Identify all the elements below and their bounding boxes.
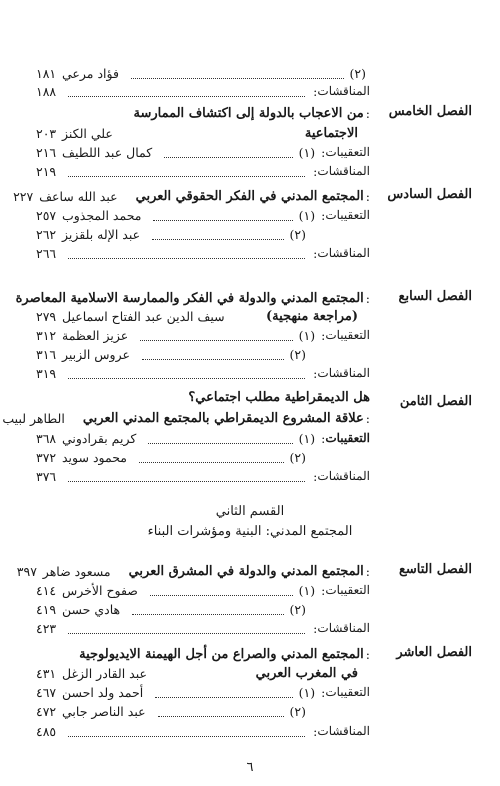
- toc-line: المناقشات : ١٨٨: [36, 83, 370, 99]
- chapter-title: المجتمع المدني في الفكر الحقوقي العربي: [135, 188, 364, 204]
- chapter-title-cont: علاقة المشروع الديمقراطي بالمجتمع المدني العربي: [82, 410, 364, 426]
- toc-line: التعقيبات : (١) عزيز العظمة ٣١٢: [36, 327, 370, 343]
- chapter-label: الفصل العاشر: [396, 645, 472, 660]
- page-ref: ٤١٩: [36, 601, 57, 617]
- responses-label: التعقيبات: [325, 685, 370, 699]
- page-ref: ٢٠٣: [36, 125, 57, 141]
- author-name: مسعود ضاهر: [42, 563, 111, 579]
- page-ref: ٤١٤: [36, 582, 57, 598]
- response-number: (١): [298, 327, 316, 343]
- author-name: عروس الزبير: [62, 346, 130, 362]
- chapter-title-cont: في المغرب العربي: [255, 665, 358, 681]
- page-ref: ٣٩٧: [16, 563, 37, 579]
- page-ref: ٢٦٢: [36, 226, 57, 242]
- leader-dots: [142, 349, 284, 360]
- toc-line: المناقشات : ٢١٩: [36, 163, 370, 179]
- author-name: أحمد ولد احسن: [62, 684, 144, 700]
- response-number: (١): [298, 430, 316, 446]
- toc-line: [36, 388, 370, 406]
- page-ref: ٣١٢: [36, 327, 57, 343]
- author-name: علي الكنز: [62, 125, 113, 141]
- author-name: عبد الله ساعف: [39, 188, 118, 204]
- toc-line: المناقشات : ٣١٩: [36, 365, 370, 381]
- response-number: (١): [298, 684, 316, 700]
- discussions-label: المناقشات: [317, 164, 370, 178]
- toc-line: التعقيبات : (١) محمد المجذوب ٢٥٧: [36, 207, 370, 223]
- toc-line: [36, 664, 358, 682]
- response-number: (١): [298, 582, 316, 598]
- toc-line: [36, 600, 370, 618]
- page-ref: [0, 411, 2, 426]
- page-ref: ٣٧٦: [36, 468, 57, 484]
- leader-dots: [139, 452, 284, 463]
- response-number: (٢): [289, 601, 306, 617]
- chapter-label: الفصل السابع: [398, 289, 472, 304]
- toc-line: التعقيبات : (١) صفوح الأخرس ٤١٤: [36, 582, 370, 598]
- toc-line: [36, 225, 370, 243]
- response-number: (٢): [349, 65, 366, 81]
- response-number: (٢): [289, 449, 306, 465]
- author-name: عبد الإله بلقزيز: [62, 226, 141, 242]
- toc-line: [36, 345, 370, 363]
- toc-line: التعقيبات : (١) كريم بقرادوني ٣٦٨: [36, 430, 370, 446]
- toc-line: : من الاعجاب بالدولة إلى اكتشاف الممارسة: [133, 105, 370, 121]
- leader-dots: [140, 330, 292, 341]
- page-ref: ٤٣١: [36, 665, 57, 681]
- chapter-title-cont: (مراجعة منهجية): [265, 308, 358, 324]
- page-ref: ٤٢٣: [36, 620, 57, 636]
- chapter-label: الفصل السادس: [387, 187, 472, 202]
- toc-line: المناقشات : ٤٨٥: [36, 723, 370, 739]
- leader-dots: [158, 706, 284, 717]
- responses-label: التعقيبات: [325, 145, 370, 159]
- discussions-label: المناقشات: [317, 724, 370, 738]
- toc-line: : المجتمع المدني في الفكر الحقوقي العربي عبد الله ساعف ٢٢٧: [13, 188, 370, 204]
- chapter-title: من الاعجاب بالدولة إلى اكتشاف الممارسة: [133, 105, 364, 121]
- leader-dots: [164, 147, 292, 158]
- leader-dots: [150, 585, 293, 596]
- author-name: كمال عبد اللطيف: [62, 144, 153, 160]
- response-number: (٢): [289, 226, 306, 242]
- toc-line: : علاقة المشروع الديمقراطي بالمجتمع المدني العربي الطاهر لبيب: [36, 409, 370, 427]
- discussions-label: المناقشات: [317, 366, 370, 380]
- toc-line: [36, 702, 370, 720]
- toc-line: المناقشات : ٤٢٣: [36, 620, 370, 636]
- chapter-title: هل الديمقراطية مطلب اجتماعي؟: [188, 389, 370, 405]
- chapter-title: المجتمع المدني والدولة في المشرق العربي: [128, 563, 364, 579]
- section-heading: القسم الثاني: [215, 504, 285, 519]
- leader-dots: [68, 86, 305, 97]
- author-name: محمود سويد: [62, 449, 127, 465]
- page-ref: ٣٧٢: [36, 449, 57, 465]
- discussions-label: المناقشات: [317, 84, 370, 98]
- leader-dots: [148, 433, 292, 444]
- toc-line: التعقيبات : (١) أحمد ولد احسن ٤٦٧: [36, 684, 370, 700]
- leader-dots: [68, 726, 305, 737]
- toc-line: التعقيبات : (١) كمال عبد اللطيف ٢١٦: [36, 144, 370, 160]
- toc-line: [36, 448, 370, 466]
- leader-dots: [68, 368, 305, 379]
- leader-dots: [132, 604, 283, 615]
- responses-label: التعقيبات: [325, 328, 370, 342]
- page-ref: ٢٢٧: [13, 188, 34, 204]
- responses-label: التعقيبات: [325, 431, 370, 445]
- toc-line: [36, 307, 358, 325]
- page-ref: ٣٦٨: [36, 430, 57, 446]
- author-name: محمد المجذوب: [62, 207, 142, 223]
- toc-line: [36, 64, 370, 82]
- responses-label: التعقيبات: [325, 208, 370, 222]
- page-ref: ١٨١: [36, 65, 57, 81]
- leader-dots: [153, 210, 292, 221]
- author-name: عبد الناصر جابي: [62, 703, 146, 719]
- discussions-label: المناقشات: [317, 246, 370, 260]
- page-number: ٦: [246, 760, 254, 775]
- toc-line: : المجتمع المدني والدولة في الفكر والممارسة الاسلامية المعاصرة: [15, 290, 370, 306]
- author-name: صفوح الأخرس: [62, 582, 138, 598]
- response-number: (٢): [289, 346, 306, 362]
- page-ref: ٣١٦: [36, 346, 57, 362]
- author-name: عبد القادر الزغل: [62, 665, 147, 681]
- page-ref: ٢٦٦: [36, 245, 57, 261]
- author-name: سيف الدين عبد الفتاح اسماعيل: [62, 308, 225, 324]
- page-ref: ١٨٨: [36, 83, 57, 99]
- toc-line: : المجتمع المدني والصراع من أجل الهيمنة الايديولوجية: [79, 646, 370, 662]
- chapter-title: المجتمع المدني والدولة في الفكر والممارسة الاسلامية المعاصرة: [15, 290, 364, 306]
- toc-line: المناقشات : ٢٦٦: [36, 245, 370, 261]
- chapter-label: الفصل التاسع: [398, 562, 472, 577]
- chapter-title: المجتمع المدني والصراع من أجل الهيمنة الايديولوجية: [79, 646, 364, 662]
- responses-label: التعقيبات: [325, 583, 370, 597]
- discussions-label: المناقشات: [317, 469, 370, 483]
- toc-line: [36, 124, 358, 142]
- chapter-label: الفصل الخامس: [388, 104, 472, 119]
- leader-dots: [131, 68, 344, 79]
- author-name: كريم بقرادوني: [62, 430, 137, 446]
- page-ref: ٣١٩: [36, 365, 57, 381]
- discussions-label: المناقشات: [317, 621, 370, 635]
- response-number: (٢): [289, 703, 306, 719]
- page-ref: ٢٧٩: [36, 308, 57, 324]
- page-ref: ٤٧٢: [36, 703, 57, 719]
- page-ref: ٤٦٧: [36, 684, 57, 700]
- leader-dots: [68, 471, 305, 482]
- page-ref: ٤٨٥: [36, 723, 57, 739]
- section-subtitle: المجتمع المدني: البنية ومؤشرات البناء: [147, 524, 353, 539]
- author-name: فؤاد مرعي: [62, 65, 119, 81]
- author-name: الطاهر لبيب: [2, 410, 65, 426]
- leader-dots: [68, 623, 305, 634]
- toc-line: المناقشات : ٣٧٦: [36, 468, 370, 484]
- response-number: (١): [298, 144, 316, 160]
- author-name: عزيز العظمة: [62, 327, 129, 343]
- leader-dots: [68, 248, 305, 259]
- response-number: (١): [298, 207, 316, 223]
- page-ref: ٢٥٧: [36, 207, 57, 223]
- leader-dots: [152, 229, 283, 240]
- author-name: هادي حسن: [62, 601, 121, 617]
- toc-line: : المجتمع المدني والدولة في المشرق العربي مسعود ضاهر ٣٩٧: [16, 563, 370, 579]
- page-ref: ٢١٦: [36, 144, 57, 160]
- leader-dots: [68, 166, 305, 177]
- chapter-label: الفصل الثامن: [399, 394, 472, 409]
- page-ref: ٢١٩: [36, 163, 57, 179]
- leader-dots: [155, 687, 292, 698]
- chapter-title-cont: الاجتماعية: [304, 125, 358, 141]
